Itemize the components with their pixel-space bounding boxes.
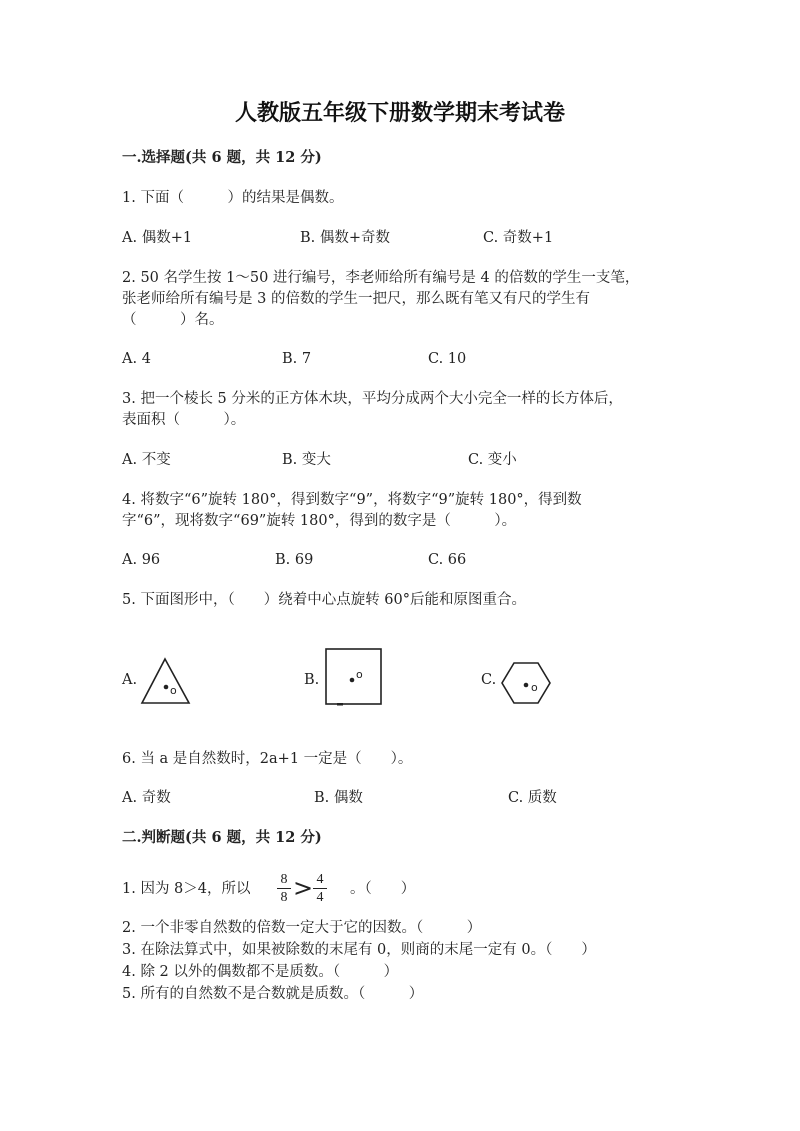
question-2-text-line3: （ ）名。 xyxy=(122,312,224,328)
section-heading-judge: 二.判断题(共 6 题，共 12 分) xyxy=(122,829,322,846)
question-6-option-b: B. 偶数 xyxy=(314,790,363,806)
question-2-option-a: A. 4 xyxy=(122,351,151,367)
question-5-option-a: A. xyxy=(122,672,138,688)
question-4-text-line2: 字“6”，现将数字“69”旋转 180°，得到的数字是（ ）。 xyxy=(122,513,517,529)
question-4-option-c: C. 66 xyxy=(428,552,467,568)
judge-1-suffix: 。（ ） xyxy=(350,881,416,897)
question-3-text-line2: 表面积（ ）。 xyxy=(122,412,246,428)
greater-than-sign: > xyxy=(293,874,314,902)
question-5-option-b: B. xyxy=(304,672,320,688)
question-6-option-a: A. 奇数 xyxy=(122,790,171,806)
question-1-option-a: A. 偶数+1 xyxy=(122,230,193,246)
question-3-option-b: B. 变大 xyxy=(282,452,331,468)
page-title: 人教版五年级下册数学期末考试卷 xyxy=(234,100,565,126)
question-3-option-a: A. 不变 xyxy=(122,452,171,468)
question-6-text: 6. 当 a 是自然数时，2a+1 一定是（ ）。 xyxy=(122,751,413,767)
hexagon-icon xyxy=(500,661,552,705)
fraction-2-denominator: 4 xyxy=(316,890,324,905)
judge-2-text: 2. 一个非零自然数的倍数一定大于它的因数。（ ） xyxy=(122,920,482,936)
question-4-option-a: A. 96 xyxy=(122,552,161,568)
fraction-1-denominator: 8 xyxy=(280,890,288,905)
fraction-4-4 xyxy=(313,872,327,905)
question-2-option-c: C. 10 xyxy=(428,351,467,367)
question-1-option-b: B. 偶数+奇数 xyxy=(300,230,391,246)
square-icon xyxy=(324,647,384,709)
question-1-text: 1. 下面（ ）的结果是偶数。 xyxy=(122,190,344,206)
question-5-text: 5. 下面图形中，（ ）绕着中心点旋转 60°后能和原图重合。 xyxy=(122,592,527,608)
judge-3-text: 3. 在除法算式中，如果被除数的末尾有 0，则商的末尾一定有 0。（ ） xyxy=(122,942,596,958)
question-6-option-c: C. 质数 xyxy=(508,790,557,806)
judge-1-prefix: 1. 因为 8＞4，所以 xyxy=(122,881,251,897)
question-3-text-line1: 3. 把一个棱长 5 分米的正方体木块，平均分成两个大小完全一样的长方体后， xyxy=(122,391,623,407)
judge-4-text: 4. 除 2 以外的偶数都不是质数。（ ） xyxy=(122,964,399,980)
question-2-text-line1: 2. 50 名学生按 1～50 进行编号，李老师给所有编号是 4 的倍数的学生一支笔， xyxy=(122,270,640,286)
fraction-8-8 xyxy=(277,872,291,905)
triangle-icon xyxy=(140,657,192,705)
fraction-1-numerator: 8 xyxy=(280,872,288,887)
question-1-option-c: C. 奇数+1 xyxy=(483,230,554,246)
fraction-2-numerator: 4 xyxy=(316,872,324,887)
hexagon-mark: o xyxy=(531,681,538,694)
question-5-option-c: C. xyxy=(481,672,497,688)
square-mark: o xyxy=(356,668,363,681)
question-2-option-b: B. 7 xyxy=(282,351,312,367)
question-2-text-line2: 张老师给所有编号是 3 的倍数的学生一把尺，那么既有笔又有尺的学生有 xyxy=(122,291,590,307)
judge-5-text: 5. 所有的自然数不是合数就是质数。（ ） xyxy=(122,986,424,1002)
question-4-text-line1: 4. 将数字“6”旋转 180°，得到数字“9”，将数字“9”旋转 180°，得到数 xyxy=(122,492,582,508)
triangle-mark: o xyxy=(170,684,177,697)
question-3-option-c: C. 变小 xyxy=(468,452,517,468)
question-4-option-b: B. 69 xyxy=(275,552,314,568)
section-heading-choice: 一.选择题(共 6 题，共 12 分) xyxy=(122,149,322,166)
